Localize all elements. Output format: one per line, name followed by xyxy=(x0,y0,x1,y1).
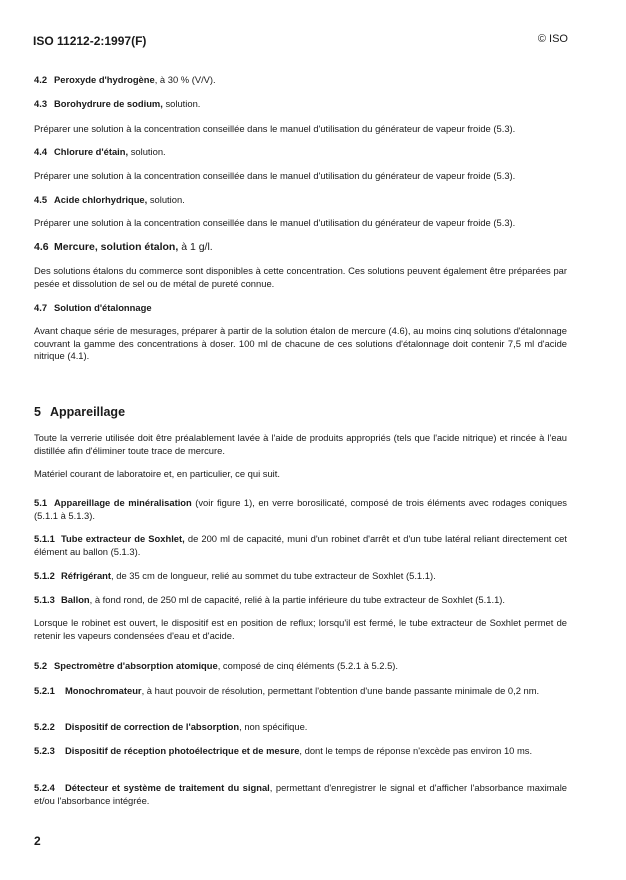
clause-title: Mercure, solution étalon, xyxy=(54,241,179,253)
clause-text: , à 30 % (V/V). xyxy=(154,74,216,85)
clause-text: , dont le temps de réponse n'excède pas environ 10 ms. xyxy=(299,745,533,756)
clause-text: , à fond rond, de 250 ml de capacité, relié à la partie inférieure du tube extracteur de Soxhlet (5.1.1). xyxy=(89,594,506,605)
clause-4-5 xyxy=(34,194,567,207)
clause-title: Chlorure d'étain, xyxy=(54,146,129,157)
clause-number: 4.6 xyxy=(34,241,49,253)
paragraph-5-1-3: Lorsque le robinet est ouvert, le dispositif est en position de reflux; lorsqu'il est fermé, le tube extracteur de Soxhlet permet de retenir les vapeurs condensées d'eau et d'acide. xyxy=(34,617,567,641)
clause-5-2 xyxy=(34,660,567,673)
clause-number: 5.2.1 xyxy=(34,685,55,696)
clause-5-1-1 xyxy=(34,533,567,558)
paragraph-4-5: Préparer une solution à la concentration conseillée dans le manuel d'utilisation du générateur de vapeur froide (5.3). xyxy=(34,217,516,228)
section-5-heading xyxy=(34,405,125,419)
clause-number: 5.2.2 xyxy=(34,721,55,732)
paragraph-4-6: Des solutions étalons du commerce sont disponibles à cette concentration. Ces solutions peuvent également être préparées par pesée et dissolution de sel ou de métal de pureté connue. xyxy=(34,265,567,289)
clause-4-3 xyxy=(34,98,567,111)
clause-title: Monochromateur xyxy=(65,685,142,696)
clause-4-2 xyxy=(34,74,567,87)
clause-number: 4.3 xyxy=(34,98,48,109)
clause-title: Réfrigérant xyxy=(61,570,112,581)
paragraph-4-3: Préparer une solution à la concentration conseillée dans le manuel d'utilisation du générateur de vapeur froide (5.3). xyxy=(34,123,516,134)
clause-number: 5.1.3 xyxy=(34,594,55,605)
clause-text: (voir figure 1), en verre borosilicaté, composé de trois éléments avec rodages coniques (5.1.1 à 5.1.3). xyxy=(34,497,567,521)
clause-text: , composé de cinq éléments (5.2.1 à 5.2.5). xyxy=(217,660,399,671)
paragraph-5-b: Matériel courant de laboratoire et, en particulier, ce qui suit. xyxy=(34,468,280,479)
standard-reference: ISO 11212-2:1997(F) xyxy=(33,34,147,48)
clause-number: 4.7 xyxy=(34,302,48,313)
clause-5-2-1 xyxy=(34,685,567,698)
clause-text: , non spécifique. xyxy=(239,721,308,732)
clause-text: à 1 g/l. xyxy=(178,241,213,253)
copyright-mark: © ISO xyxy=(537,33,568,45)
clause-number: 5.1.2 xyxy=(34,570,55,581)
clause-title: Dispositif de correction de l'absorption xyxy=(65,721,240,732)
clause-5-2-3 xyxy=(34,745,567,758)
clause-number: 5.2.3 xyxy=(34,745,55,756)
clause-5-1-3 xyxy=(34,594,567,607)
clause-title: Tube extracteur de Soxhlet, xyxy=(61,533,185,544)
clause-number: 5.1 xyxy=(34,497,48,508)
clause-title: Acide chlorhydrique, xyxy=(54,194,148,205)
clause-number: 4.2 xyxy=(34,74,48,85)
clause-text: solution. xyxy=(162,98,201,109)
page-number: 2 xyxy=(34,834,41,848)
clause-5-1 xyxy=(34,497,567,522)
paragraph-5-a: Toute la verrerie utilisée doit être préalablement lavée à l'aide de produits appropriés (tels que l'acide nitrique) et rincée à l'eau distillée afin d'éliminer toute trace de mercure. xyxy=(34,432,567,456)
clause-text: solution. xyxy=(128,146,166,157)
clause-number: 4.4 xyxy=(34,146,48,157)
clause-text: , à haut pouvoir de résolution, permettant l'obtention d'une bande passante minimale de 0,2 nm. xyxy=(141,685,540,696)
clause-text: solution. xyxy=(147,194,185,205)
clause-5-1-2 xyxy=(34,570,567,583)
paragraph-4-4: Préparer une solution à la concentration conseillée dans le manuel d'utilisation du générateur de vapeur froide (5.3). xyxy=(34,170,516,181)
clause-title: Peroxyde d'hydrogène xyxy=(54,74,155,85)
clause-4-4 xyxy=(34,146,567,159)
clause-title: Appareillage de minéralisation xyxy=(54,497,192,508)
clause-title: Dispositif de réception photoélectrique et de mesure xyxy=(65,745,300,756)
section-title: Appareillage xyxy=(50,405,126,419)
clause-5-2-2 xyxy=(34,721,567,734)
clause-title: Détecteur et système de traitement du signal xyxy=(65,782,270,793)
section-number: 5 xyxy=(34,405,41,419)
clause-4-6 xyxy=(34,241,567,254)
clause-number: 5.2 xyxy=(34,660,48,671)
clause-number: 5.1.1 xyxy=(34,533,55,544)
clause-text: , permettant d'enregistrer le signal et d'afficher l'absorbance maximale et/ou l'absorbance intégrée. xyxy=(34,782,567,806)
clause-title: Borohydrure de sodium, xyxy=(54,98,163,109)
clause-title: Solution d'étalonnage xyxy=(54,302,152,313)
clause-title: Ballon xyxy=(61,594,90,605)
paragraph-4-7: Avant chaque série de mesurages, préparer à partir de la solution étalon de mercure (4.6), au moins cinq solutions d'étalonnage couvrant la gamme des concentrations à doser. 100 ml de chacune de ces solutions d'étalonnage doit contenir 7,5 ml d'acide nitrique (4.1). xyxy=(34,325,567,361)
clause-title: Spectromètre d'absorption atomique xyxy=(54,660,218,671)
clause-number: 5.2.4 xyxy=(34,782,55,793)
clause-number: 4.5 xyxy=(34,194,48,205)
clause-text: de 200 ml de capacité, muni d'un robinet d'arrêt et d'un tube latéral reliant directement cet élément au ballon (5.1.3). xyxy=(34,533,567,557)
clause-5-2-4 xyxy=(34,782,567,807)
clause-4-7 xyxy=(34,302,567,315)
clause-text: , de 35 cm de longueur, relié au sommet du tube extracteur de Soxhlet (5.1.1). xyxy=(111,570,436,581)
